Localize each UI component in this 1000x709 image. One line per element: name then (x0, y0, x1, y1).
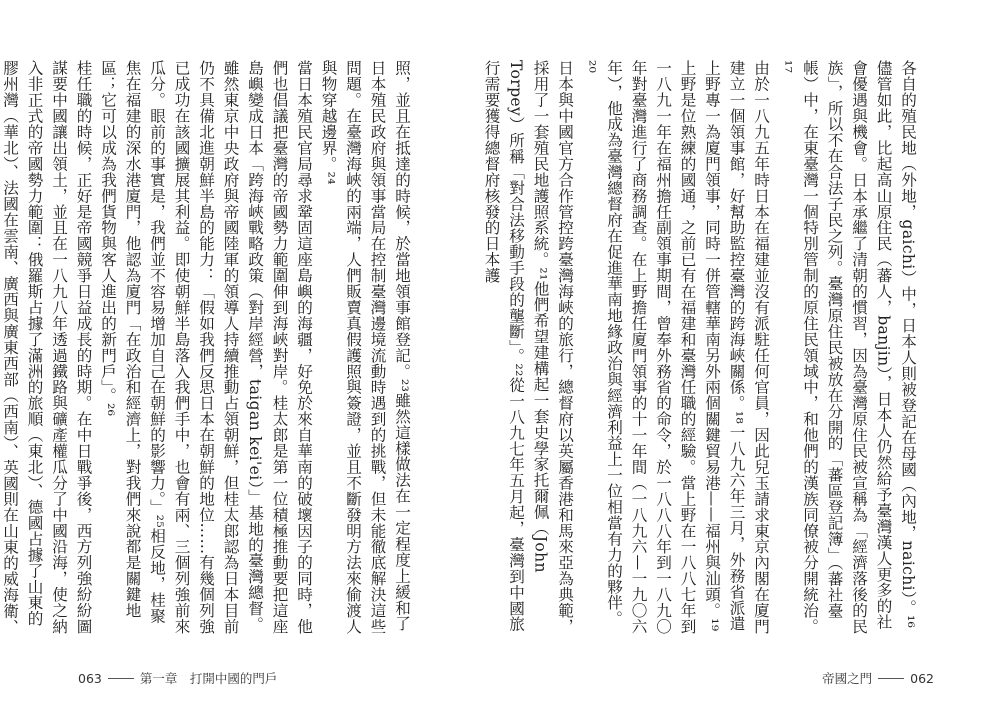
running-head-chapter: 第一章 打開中國的門戶 (139, 671, 278, 686)
paragraph: 照，並且在抵達的時候，於當地領事館登記。²³雖然這樣做法在一定程度上緩和了日本殖民政府與領事當局在控制臺灣邊境流動時遇到的挑戰，但未能徹底解決這些問題。在臺灣海峽的兩端，人們販賣真假護照與簽證，並且不斷發明方法來偷渡人與物穿越邊界。²⁴ (319, 60, 411, 635)
paragraph: 日本與中國官方合作管控跨臺灣海峽的旅行，總督府以英屬香港和馬來亞為典範，採用了一套殖民地護照系統。²¹他們希望建構起一套史學家托爾佩（John Torpey）所稱「對合法移動手段的壟斷」。²²從一八九七年五月起，臺灣到中國旅行需要獲得總督府核發的日本護 (482, 60, 574, 635)
paragraph: 由於一八九五年時日本在福建並沒有派駐任何官員，因此兒玉請求東京內閣在廈門建立一個領事館，好幫助監控臺灣的跨海峽關係。¹⁸一八九六年三月，外務省派遣上野專一為廈門領事，同時一併管轄華南另外兩個關鍵貿易港——福州與汕頭。¹⁹上野是位熟練的國通，之前已有在福建和臺灣任職的經驗。當上野在一八八七年到一八九一年在福州擔任副領事期間，曾奉外務省的命令，於一八八八年到一八九〇年對臺灣進行了商務調查。在上野擔任廈門領事的十一年間（一八九六—一九〇六年），他成為臺灣總督府在促進華南地緣政治與經濟利益上一位相當有力的夥伴。²⁰ (580, 60, 770, 635)
footer-rule (108, 678, 134, 679)
page-number: 062 (910, 670, 934, 686)
footer-rule (878, 678, 904, 679)
right-page-text (482, 60, 920, 635)
right-page (482, 0, 1000, 709)
running-head-book-title: 帝國之門 (822, 671, 873, 686)
left-page-footer (78, 669, 277, 687)
paragraph: 桂任職的時候，正好是帝國競爭日益成長的時期。在中日戰爭後，西方列強紛紛圖謀要中國讓出領土，並且在一八九八年透過鐵路與礦產權瓜分了中國沿海，使之納入非正式的帝國勢力範圍：俄羅斯占據了滿洲的旅順（東北）、德國占據了山東的膠州灣（華北）、法國在雲南、廣西與廣東西部（西南）、英國則在山東的威海衛、 (1, 60, 93, 635)
left-page-text (1, 60, 414, 635)
page-number: 063 (78, 670, 102, 686)
paragraph: 各自的殖民地（外地，gaichi）中，日本人則被登記在母國（內地，naichi）。¹⁶儘管如此，比起高山原住民（蕃人，banjin），日本人仍然給予臺灣漢人更多的社會優遇與機會。日本承繼了清朝的慣習，因為臺灣原住民被宣稱為「經濟落後的民族」，所以不在合法子民之列。臺灣原住民被放在分開的「蕃區登記簿」（蕃社臺帳）中，在東臺灣一個特別管制的原住民領域中，和他們的漢族同僚被分開統治。¹⁷ (776, 60, 917, 635)
paragraph: 當日本殖民官局尋求鞏固這座島嶼的海疆，好免於來自華南的破壞因子的同時，他們也倡議把臺灣的帝國勢力範圍伸到海峽對岸。桂太郎是第一位積極推動要把這座島嶼變成日本「跨海峽戰略政策（對岸經營，taigan kei'ei）」基地的臺灣總督。雖然東京中央政府與帝國陸軍的領導人持續推動占領朝鮮，但桂太郎認為日本目前仍不具備北進朝鮮半島的能力：「假如我們反思日本在朝鮮的地位……有幾個列強已成功在該國擴展其利益。即使朝鮮半島落入我們手中，也會有兩、三個列強前來瓜分。眼前的事實是，我們並不容易增加自己在朝鮮的影響力。」²⁵相反地，桂聚焦在福建的深水港廈門，他認為廈門「在政治和經濟上，對我們來說都是關鍵地區；它可以成為我們貨物與客人進出的新門戶」。²⁶ (99, 60, 313, 635)
right-page-footer (822, 669, 934, 687)
